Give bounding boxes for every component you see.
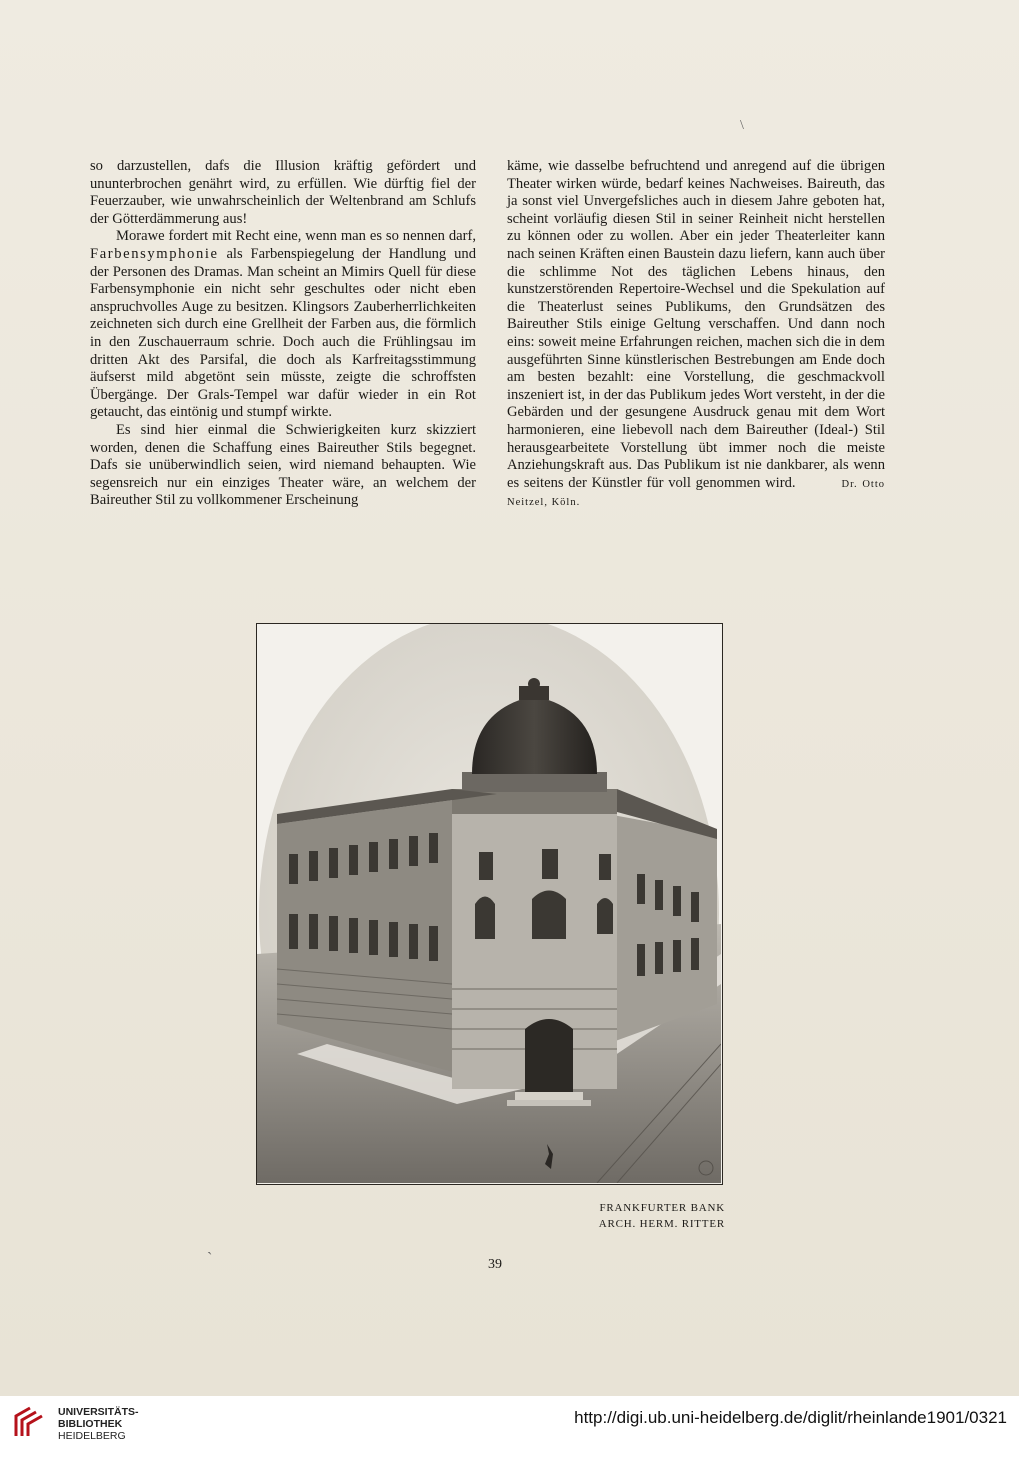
emphasis-farbensymphonie: Farbensymphonie [90,245,219,262]
left-paragraph-1: so darzustellen, dafs die Illusion kräftig gefördert und ununterbrochen genährt wird, zu erfüllen. Wie dürftig fiel der Feuerzauber, wie unwahrscheinlich der Weltenbrand am Schlufs der Götterdämmerung aus! [90,158,476,227]
scan-speck-2: ˏ [207,1238,213,1255]
bank-photograph [256,623,723,1185]
right-paragraph-1: käme, wie dasselbe befruchtend und anregend auf die übrigen Theater wirken würde, bedarf keines Nachweises. Baireuth, das ja sonst viel Unvergefsliches auch in diesem Jahre geboten hat, scheint vorläufig diesen Stil in seiner Reinheit nicht herstellen zu können oder zu wollen. Aber ein jeder Theaterleiter kann nach seinen Kräften einen Baustein dazu liefern, kann auch über die schlimme Not des täglichen Lebens hinaus, den kunstzerstörenden Repertoire-Wechsel und die Spekulation auf die Theaterlust seines Publikums, den Grundsätzen des Baireuther Stils einige Geltung verschaffen. Und dann noch eins: soweit meine Erfahrungen reichen, machen sich die in dem ausgeführten Sinne künstlerischen Bestrebungen am Ende doch am besten bezahlt: eine Vorstellung, die geschmackvoll inszeniert ist, in der das Publikum jedes Wort versteht, in der die Gebärden und der gesungene Ausdruck genau mit dem Wort harmonieren, eine liebevoll nach dem Baireuther (Ideal-) Stil herausgearbeitete Vorstellung übt immer noch die meiste Anziehungskraft aus. Das Publikum ist nie dankbarer, als wenn es seitens der Künstler für voll genommen wird. Dr. Otto Neitzel, Köln. [507,158,886,509]
source-url-link[interactable]: http://digi.ub.uni-heidelberg.de/diglit/rheinlande1901/0321 [574,1408,1007,1427]
left-text-column [90,158,476,510]
university-library-logo-icon [10,1402,50,1442]
digitization-footer [0,1396,1019,1468]
library-name: UNIVERSITÄTS- BIBLIOTHEK HEIDELBERG [58,1406,139,1442]
frankfurter-bank-building-illustration [257,624,721,1183]
caption-title: FRANKFURTER BANK [599,1202,725,1214]
scan-speck: \ [740,118,744,133]
left-paragraph-2: Morawe fordert mit Recht eine, wenn man es so nennen darf, Farbensymphonie als Farbenspiegelung der Handlung und der Personen des Dramas. Man scheint an Mimirs Quell für diese Farbensymphonie ein nicht sehr geschultes oder nicht eben anspruchvolles Auge zu besitzen. Klingsors Zauberherrlichkeiten zeichneten sich durch eine Grellheit der Farben aus, die förmlich in den Zuschauerraum schrie. Doch auch die Frühlingsau im dritten Akt des Parsifal, die doch als Karfreitagsstimmung äufserst mild abgetönt sein müsste, zeigte die schroffsten Übergänge. Der Grals-Tempel war dafür wieder in ein Rot getaucht, das eintönig und stumpf wirkte. [90,228,476,421]
right-text-column [507,158,885,512]
caption-architect: ARCH. HERM. RITTER [598,1218,725,1230]
figure-caption [560,1200,725,1232]
left-paragraph-3: Es sind hier einmal die Schwierigkeiten kurz skizziert worden, denen die Schaffung eines Baireuther Stils begegnet. Dafs sie unüberwindlich seien, wird niemand behaupten. Wie segensreich nur ein einziges Theater wäre, an welchem der Baireuther Stil zu vollkommener Erscheinung [90,421,476,509]
main-entrance [525,1019,573,1094]
author-signature: Dr. Otto Neitzel, Köln. [507,478,886,509]
page-number: 39 [488,1257,502,1272]
